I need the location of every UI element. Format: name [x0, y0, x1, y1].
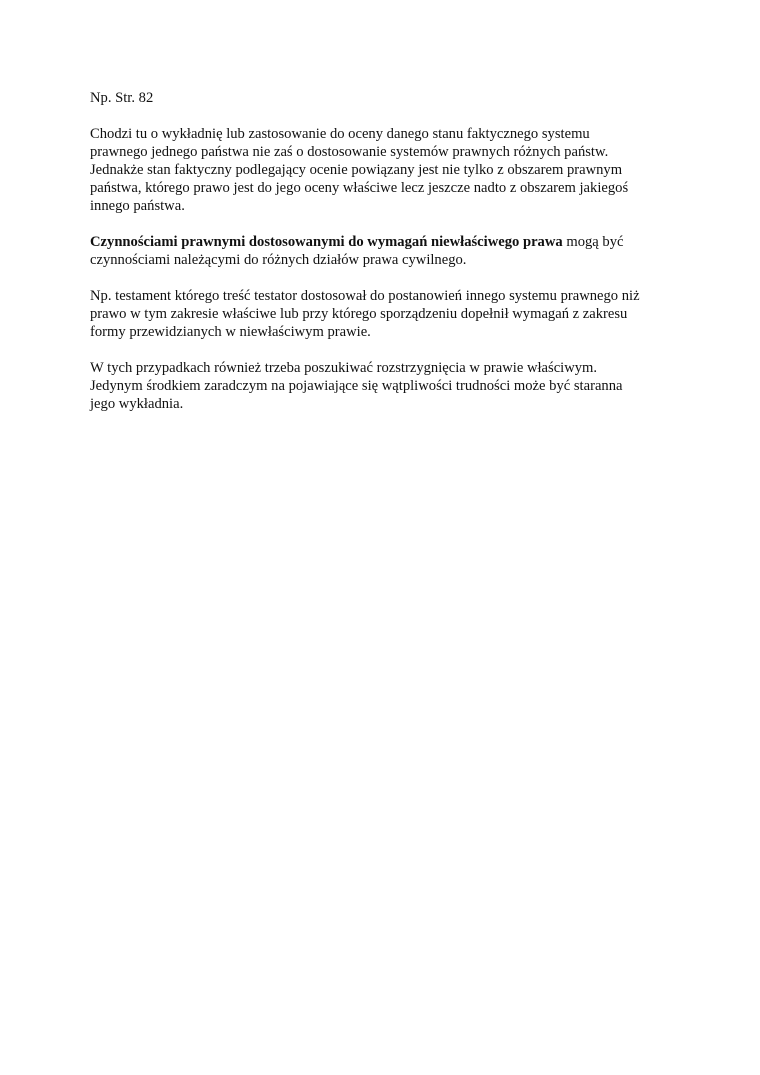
paragraph-line: Jedynym środkiem zaradczym na pojawiające się wątpliwości trudności może być staranna [90, 378, 623, 394]
paragraph-interpretation [90, 125, 690, 215]
paragraph-line: innego państwa. [90, 198, 185, 214]
paragraph-line: prawnego jednego państwa nie zaś o dostosowanie systemów prawnych różnych państw. [90, 144, 609, 160]
paragraph-line [90, 233, 690, 251]
paragraph-line: Chodzi tu o wykładnię lub zastosowanie do oceny danego stanu faktycznego systemu [90, 126, 590, 142]
paragraph-text: mogą być [562, 234, 624, 250]
paragraph-line: Jednakże stan faktyczny podlegający ocenie powiązany jest nie tylko z obszarem prawnym [90, 162, 623, 178]
page-reference-heading [90, 89, 690, 107]
paragraph-legal-acts [90, 233, 690, 269]
paragraph-resolution [90, 359, 690, 413]
paragraph-line: jego wykładnia. [90, 396, 184, 412]
paragraph-line: państwa, którego prawo jest do jego oceny właściwe lecz jeszcze nadto z obszarem jakiegoś [90, 180, 629, 196]
paragraph-line: formy przewidzianych w niewłaściwym prawie. [90, 324, 371, 340]
document-body [90, 89, 690, 431]
paragraph-line: Np. testament którego treść testator dostosował do postanowień innego systemu prawnego niż [90, 288, 640, 304]
paragraph-line: W tych przypadkach również trzeba poszukiwać rozstrzygnięcia w prawie właściwym. [90, 360, 598, 376]
paragraph-line: prawo w tym zakresie właściwe lub przy którego sporządzeniu dopełnił wymagań z zakresu [90, 306, 628, 322]
bold-term: Czynnościami prawnymi dostosowanymi do wymagań niewłaściwego prawa [90, 234, 563, 250]
paragraph-line: czynnościami należącymi do różnych działów prawa cywilnego. [90, 252, 467, 268]
paragraph-testament-example [90, 287, 690, 341]
heading-text: Np. Str. 82 [90, 90, 154, 106]
